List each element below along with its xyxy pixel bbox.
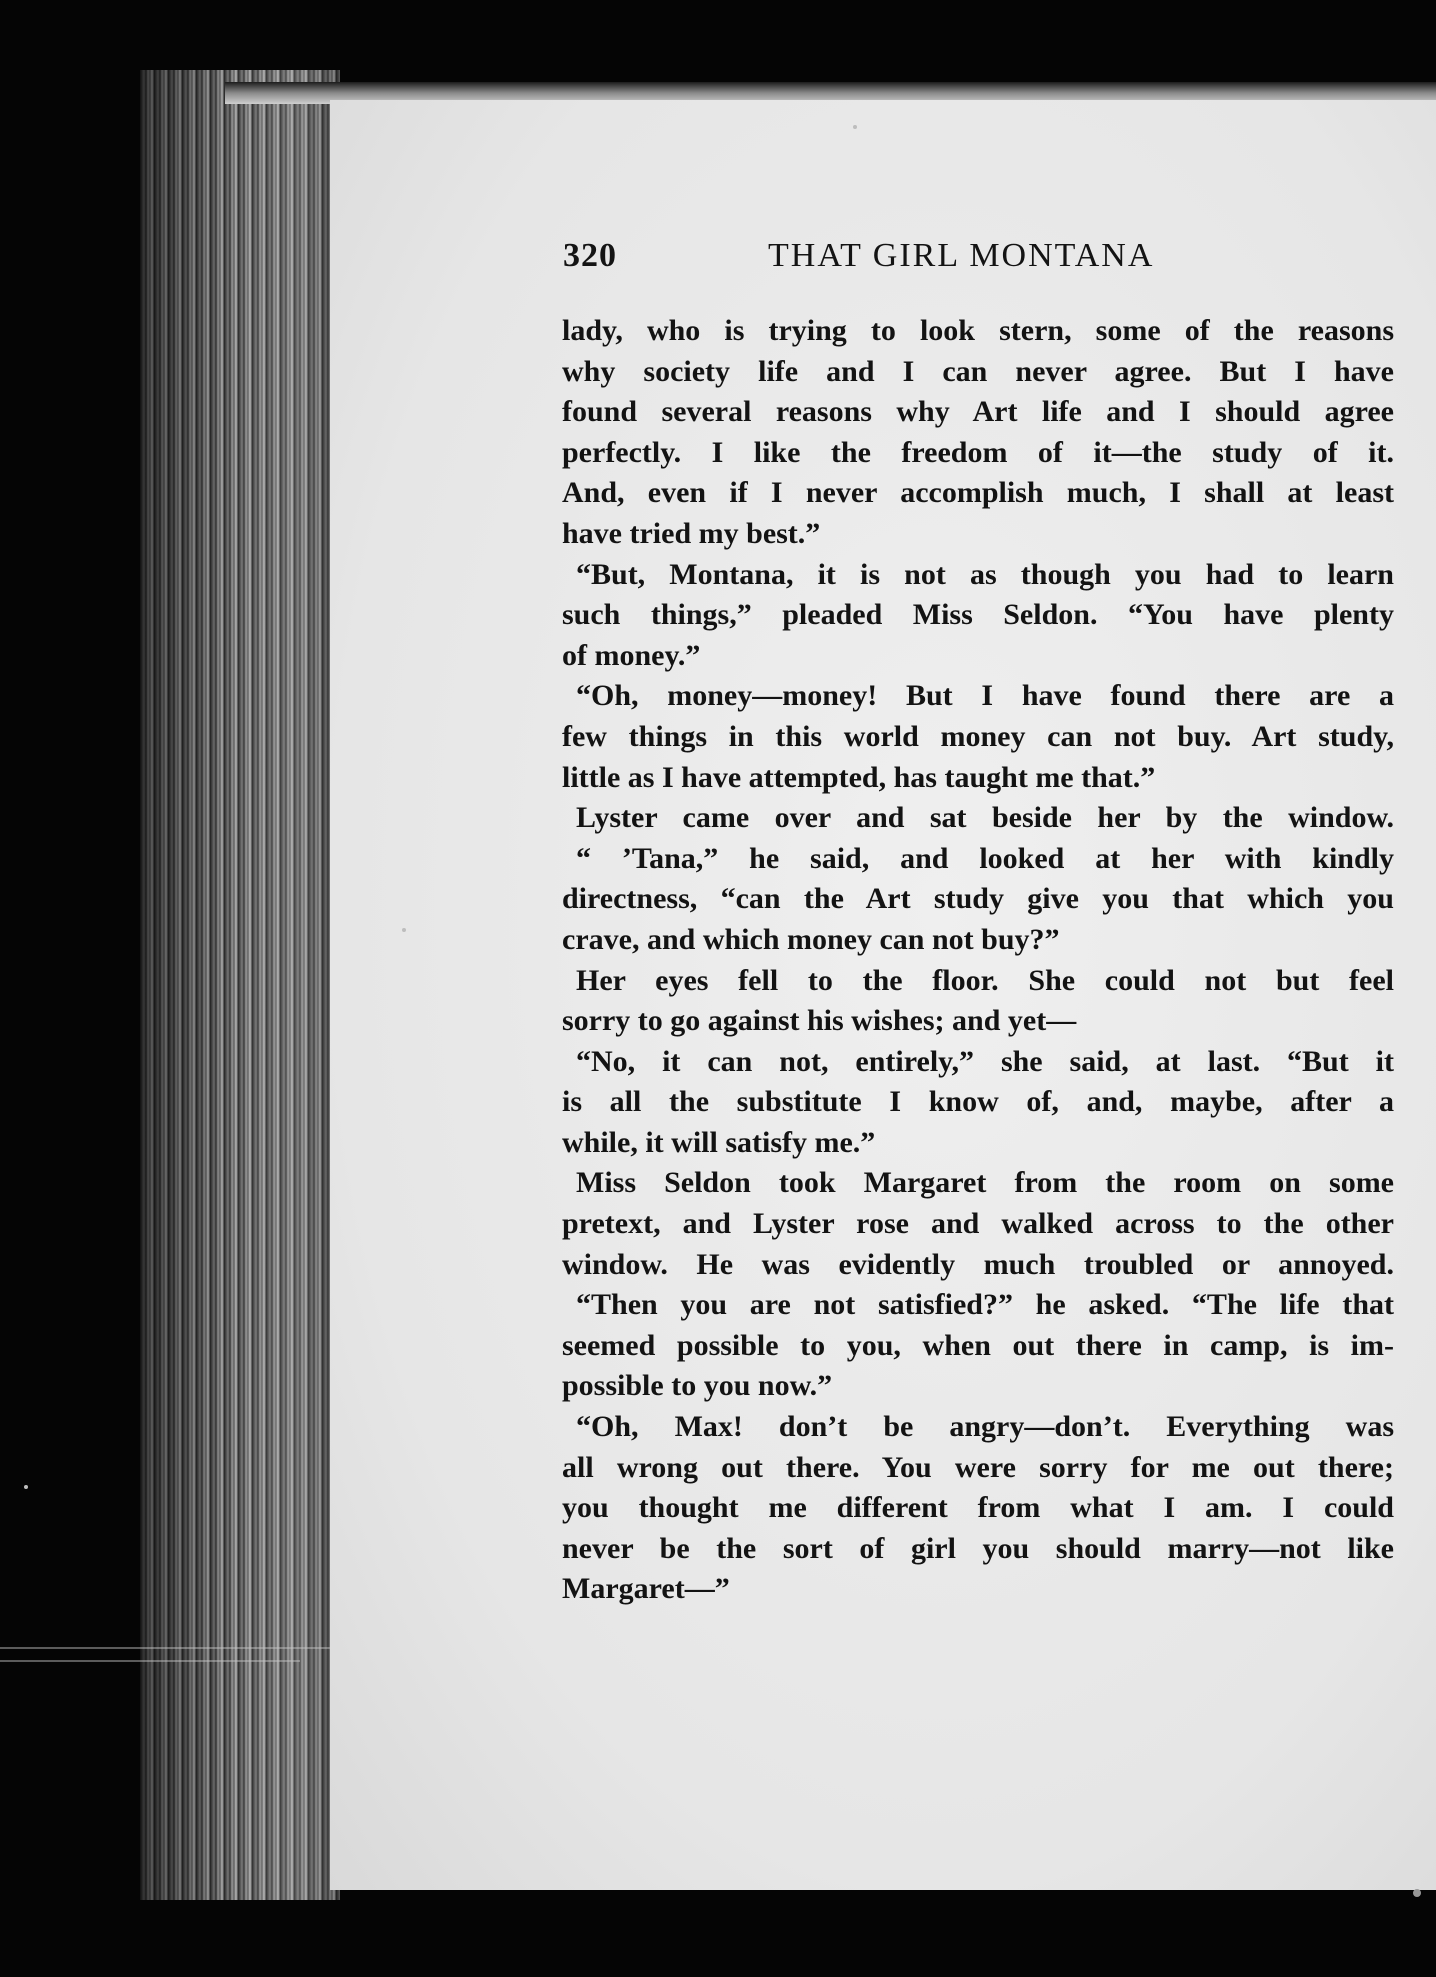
text-line: pretext, and Lyster rose and walked across to the other [562,1207,1394,1241]
scan-speck [24,1485,28,1489]
text-line: you thought me different from what I am. I could [562,1491,1394,1525]
text-line: window. He was evidently much troubled or annoyed. [562,1247,1394,1281]
text-line: “But, Montana, it is not as though you had to learn [576,557,1394,591]
text-line: perfectly. I like the freedom of it—the study of it. [562,435,1394,469]
text-line: Lyster came over and sat beside her by the window. [576,801,1394,835]
text-line: found several reasons why Art life and I should agree [562,395,1394,429]
text-line: “Oh, money—money! But I have found there are a [576,679,1394,713]
page-header [563,237,1393,281]
text-line: why society life and I can never agree. But I have [562,354,1394,388]
text-line: never be the sort of girl you should marry—not like [562,1531,1394,1565]
text-line: Margaret—” [562,1572,730,1606]
scan-speck [402,928,406,932]
text-line: “Oh, Max! don’t be angry—don’t. Everything was [576,1410,1394,1444]
scan-streak [0,1647,330,1649]
text-line: few things in this world money can not buy. Art study, [562,719,1394,753]
scan-speck [1413,1889,1421,1897]
text-line: while, it will satisfy me.” [562,1125,876,1159]
text-line: directness, “can the Art study give you that which you [562,882,1394,916]
scan-speck [853,125,857,129]
text-line: sorry to go against his wishes; and yet— [562,1004,1077,1038]
text-line: crave, and which money can not buy?” [562,922,1060,956]
text-line: Her eyes fell to the floor. She could not but feel [576,963,1394,997]
text-line: “No, it can not, entirely,” she said, at last. “But it [576,1044,1394,1078]
text-line: have tried my best.” [562,516,821,550]
text-line: is all the substitute I know of, and, maybe, after a [562,1085,1394,1119]
text-line: Miss Seldon took Margaret from the room on some [576,1166,1394,1200]
text-line: And, even if I never accomplish much, I shall at least [562,476,1394,510]
text-line: such things,” pleaded Miss Seldon. “You have plenty [562,598,1394,632]
text-line: seemed possible to you, when out there in camp, is im- [562,1328,1394,1362]
text-line: little as I have attempted, has taught me that.” [562,760,1156,794]
text-line: all wrong out there. You were sorry for me out there; [562,1450,1394,1484]
body-text [562,311,1394,1610]
book-page-edges [140,70,340,1900]
text-line: of money.” [562,638,701,672]
text-line: lady, who is trying to look stern, some of the reasons [562,314,1394,347]
text-line: “ ’Tana,” he said, and looked at her with kindly [576,841,1394,875]
text-line: “Then you are not satisfied?” he asked. “The life that [576,1288,1394,1322]
page-number: 320 [563,237,617,274]
text-line: possible to you now.” [562,1369,833,1403]
running-head: THAT GIRL MONTANA [768,237,1155,274]
scan-streak [0,1660,300,1662]
